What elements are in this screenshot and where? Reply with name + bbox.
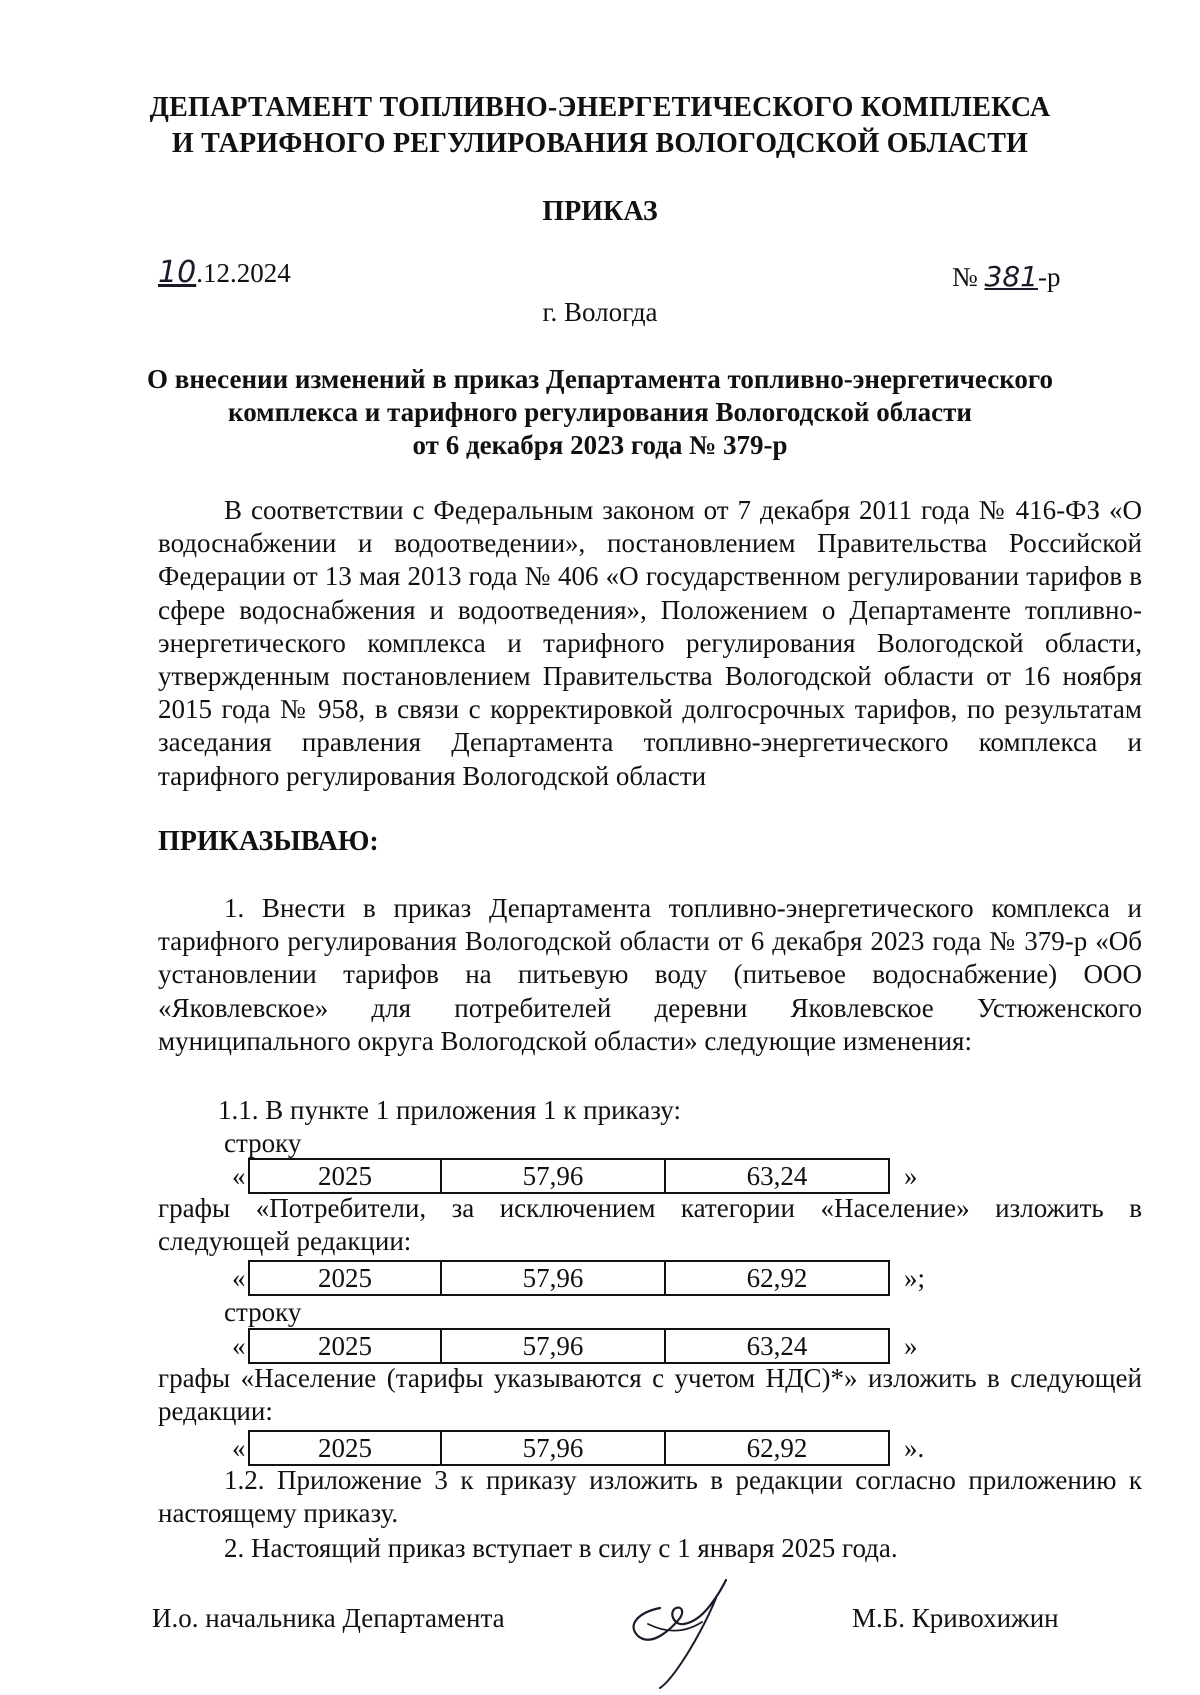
tariff-cells-2 bbox=[248, 1260, 890, 1296]
department-name-line1: ДЕПАРТАМЕНТ ТОПЛИВНО-ЭНЕРГЕТИЧЕСКОГО КОМПЛЕКСА bbox=[149, 92, 1051, 123]
item-1-1: 1.1. В пункте 1 приложения 1 к приказу: bbox=[218, 1095, 681, 1125]
number-suffix: -р bbox=[1037, 262, 1061, 292]
cell-value-1: 57,96 bbox=[440, 1330, 664, 1362]
date-rest: .12.2024 bbox=[196, 258, 291, 288]
order-directive: ПРИКАЗЫВАЮ: bbox=[158, 826, 379, 857]
table-row-4: « 2025 57,96 62,92 ». bbox=[232, 1430, 924, 1466]
item-1-2-paragraph: 1.2. Приложение 3 к приказу изложить в редакции согласно приложению к настоящему приказу. bbox=[158, 1465, 1142, 1529]
table-row-2: « 2025 57,96 62,92 »; bbox=[232, 1260, 925, 1296]
tariff-cells-1 bbox=[248, 1158, 890, 1194]
handwritten-number: 381 bbox=[984, 260, 1038, 293]
subject-line1: О внесении изменений в приказ Департамента топливно-энергетического bbox=[146, 364, 1053, 394]
stroku-label-2: строку bbox=[224, 1297, 302, 1327]
cell-year: 2025 bbox=[318, 1263, 372, 1293]
cell-value-2: 62,92 bbox=[664, 1432, 888, 1464]
cell-value-1: 57,96 bbox=[440, 1160, 664, 1192]
table-row-1: « 2025 57,96 63,24 » bbox=[232, 1158, 918, 1194]
cell-value-2: 63,24 bbox=[664, 1330, 888, 1362]
city: г. Вологда bbox=[542, 297, 658, 327]
handwritten-day: 10 bbox=[158, 255, 197, 290]
handwritten-signature bbox=[620, 1578, 750, 1690]
table-row-3: « 2025 57,96 63,24 » bbox=[232, 1328, 918, 1364]
cell-year: 2025 bbox=[318, 1433, 372, 1463]
cell-year: 2025 bbox=[318, 1331, 372, 1361]
subject-line3: от 6 декабря 2023 года № 379-р bbox=[412, 430, 788, 460]
department-name-line2: И ТАРИФНОГО РЕГУЛИРОВАНИЯ ВОЛОГОДСКОЙ ОБЛАСТИ bbox=[171, 128, 1029, 159]
tariff-cells-3 bbox=[248, 1328, 890, 1364]
cell-value-1: 57,96 bbox=[440, 1262, 664, 1294]
order-number bbox=[952, 260, 1060, 294]
order-date bbox=[158, 256, 291, 290]
signatory-position: И.о. начальника Департамента bbox=[152, 1603, 505, 1633]
grafy-paragraph-1: графы «Потребители, за исключением категории «Население» изложить в следующей редакции: bbox=[158, 1193, 1142, 1257]
cell-value-2: 62,92 bbox=[664, 1262, 888, 1294]
cell-year: 2025 bbox=[318, 1161, 372, 1191]
subject-line2: комплекса и тарифного регулирования Вологодской области bbox=[228, 397, 972, 427]
item-1-paragraph: 1. Внести в приказ Департамента топливно-энергетического комплекса и тарифного регулирования Вологодской области от 6 декабря 2023 года № 379-р «Об установлении тарифов на питьевую воду (питьевое водоснабжение) ООО «Яковлевское» для потребителей деревни Яковлевское Устюженского муниципального округа Вологодской области» следующие изменения: bbox=[158, 893, 1142, 1056]
preamble-paragraph: В соответствии с Федеральным законом от 7 декабря 2011 года № 416-ФЗ «О водоснабжении и водоотведении», постановлением Правительства Российской Федерации от 13 мая 2013 года № 406 «О государственном регулировании тарифов в сфере водоснабжения и водоотведения», Положением о Департаменте топливно-энергетического комплекса и тарифного регулирования Вологодской области, утвержденным постановлением Правительства Вологодской области от 16 ноября 2015 года № 958, в связи с корректировкой долгосрочных тарифов, по результатам заседания правления Департамента топливно-энергетического комплекса и тарифного регулирования Вологодской области bbox=[158, 495, 1142, 791]
tariff-cells-4 bbox=[248, 1430, 890, 1466]
stroku-label-1: строку bbox=[224, 1128, 302, 1158]
item-2-paragraph: 2. Настоящий приказ вступает в силу с 1 января 2025 года. bbox=[224, 1533, 898, 1563]
signatory-name: М.Б. Кривохижин bbox=[852, 1603, 1059, 1633]
grafy-paragraph-2: графы «Население (тарифы указываются с учетом НДС)*» изложить в следующей редакции: bbox=[158, 1363, 1142, 1427]
number-sign: № bbox=[952, 262, 978, 292]
document-type: ПРИКАЗ bbox=[542, 196, 658, 227]
cell-value-2: 63,24 bbox=[664, 1160, 888, 1192]
cell-value-1: 57,96 bbox=[440, 1432, 664, 1464]
